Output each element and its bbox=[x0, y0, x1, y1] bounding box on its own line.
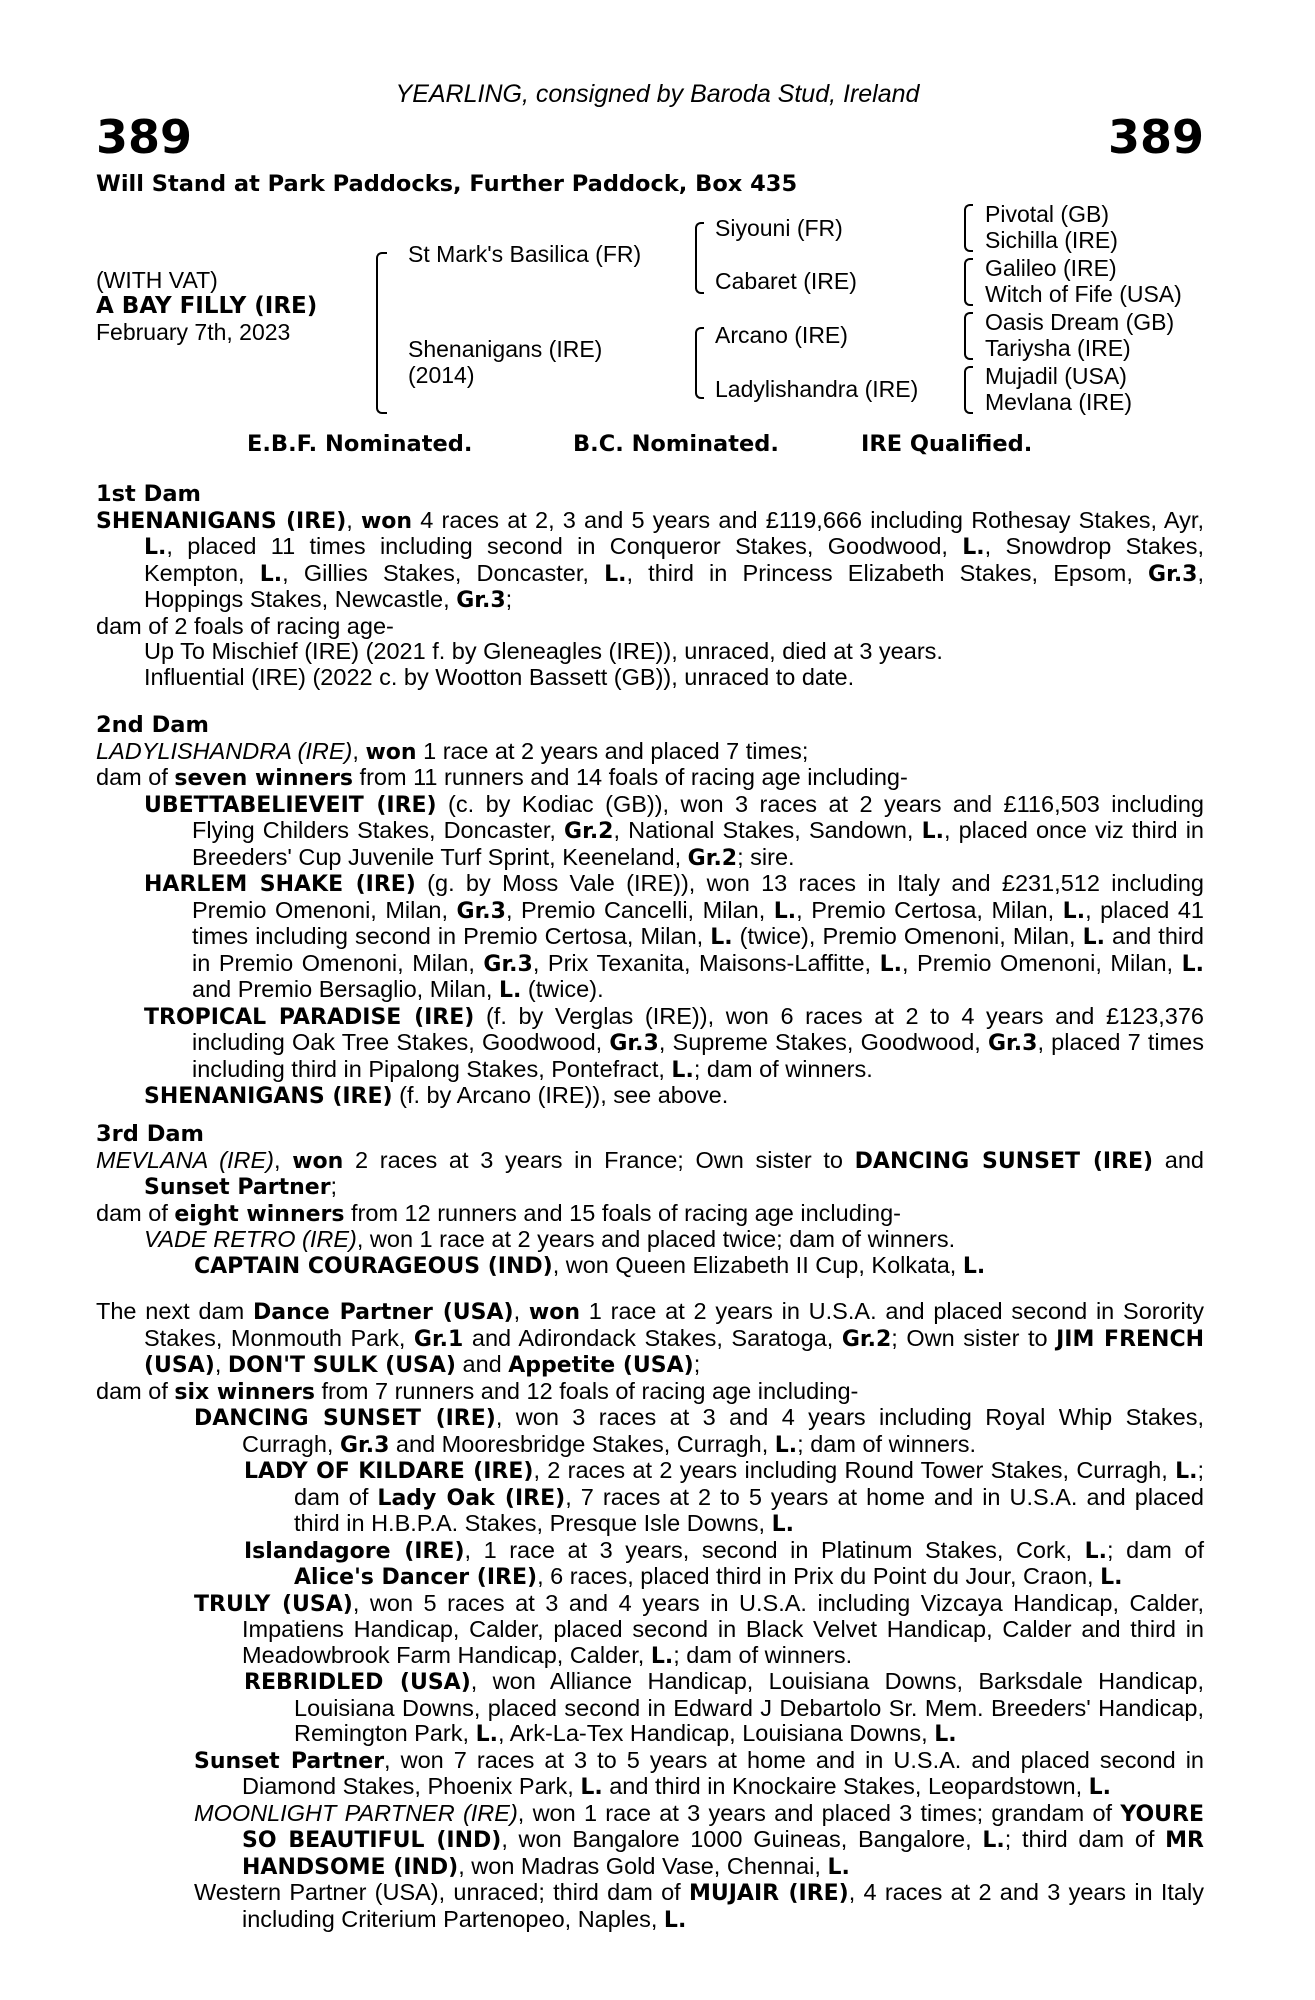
text-run: , won 3 races at 3 and 4 years including Royal Whip Stakes, Curragh, bbox=[242, 1404, 1205, 1457]
text-run: (f. by Verglas (IRE)), won 6 races at 2 to 4 years and £123,376 including Oak Tree Stakes, Goodwood, bbox=[192, 1002, 1204, 1055]
next-dam-section bbox=[96, 1299, 1204, 1933]
bold-text: L. bbox=[982, 1828, 1005, 1853]
bold-text: Sunset Partner bbox=[144, 1175, 331, 1200]
lot-number-left: 389 bbox=[96, 110, 193, 164]
pedigree-brace-1 bbox=[376, 252, 387, 414]
next-dam-progeny-4 bbox=[96, 1591, 1204, 1670]
next-dam-progeny-list bbox=[96, 1405, 1204, 1933]
bold-text: Lady Oak (IRE) bbox=[377, 1485, 566, 1511]
bold-text: L. bbox=[710, 925, 733, 950]
progeny-vade-retro bbox=[96, 1227, 1204, 1253]
ebf-nomination: E.B.F. Nominated. bbox=[247, 431, 473, 457]
text-run: and third in Knockaire Stakes, Leopardstown, bbox=[602, 1773, 1089, 1799]
pedigree-brace-2a bbox=[695, 222, 704, 294]
next-dam-progeny-3 bbox=[96, 1538, 1204, 1591]
italic-text: VADE RETRO (IRE) bbox=[144, 1226, 357, 1252]
first-dam-entry bbox=[96, 508, 1204, 614]
bold-text: DANCING SUNSET (IRE) bbox=[854, 1148, 1154, 1174]
bold-text: L. bbox=[934, 1722, 957, 1747]
bold-text: six winners bbox=[174, 1379, 315, 1405]
bold-text: REBRIDLED (USA) bbox=[244, 1670, 471, 1695]
vat-label: (WITH VAT) bbox=[96, 267, 218, 293]
sire-sire-sire: Pivotal (GB) bbox=[985, 201, 1109, 227]
bold-text: MR HANDSOME (IND) bbox=[242, 1828, 1204, 1880]
text-run: , Premio Cancelli, Milan, bbox=[505, 896, 774, 923]
dam-sire-dam: Tariysha (IRE) bbox=[985, 335, 1131, 361]
text-run: , won Madras Gold Vase, Chennai, bbox=[458, 1852, 828, 1879]
text-run: , Snowdrop Stakes, Kempton, bbox=[144, 533, 1204, 586]
bold-text: L. bbox=[1175, 1459, 1198, 1484]
bold-text: L. bbox=[604, 561, 627, 587]
bold-text: L. bbox=[921, 819, 944, 844]
second-dam-dam-of bbox=[96, 765, 1204, 792]
horse-name: A BAY FILLY (IRE) bbox=[96, 293, 318, 319]
foal-2: Influential (IRE) (2022 c. by Wootton Bassett (GB)), unraced to date. bbox=[144, 663, 855, 690]
bold-text: L. bbox=[580, 1775, 603, 1800]
bold-text: eight winners bbox=[174, 1201, 345, 1227]
bold-text: won bbox=[360, 508, 413, 534]
bold-text: L. bbox=[650, 1643, 674, 1669]
bold-text: L. bbox=[671, 1057, 694, 1083]
bold-text: Gr.3 bbox=[456, 588, 506, 613]
text-run: ; third dam of bbox=[1004, 1826, 1166, 1852]
text-run: (twice). bbox=[521, 976, 604, 1002]
bold-text: YOURE SO BEAUTIFUL (IND) bbox=[242, 1801, 1204, 1853]
bold-text: won bbox=[365, 739, 417, 765]
bold-text: Sunset Partner bbox=[194, 1748, 385, 1774]
text-run: ; dam of winners. bbox=[673, 1641, 853, 1668]
text-run: 1 race at 2 years in U.S.A. and placed second in Sorority Stakes, Monmouth Park, bbox=[144, 1298, 1204, 1351]
bold-text: Gr.2 bbox=[841, 1326, 892, 1352]
text-run: 2 races at 3 years in France; Own sister to bbox=[343, 1146, 855, 1173]
text-run: , won 7 races at 3 to 5 years at home and in U.S.A. and placed second in Diamond Stakes, Phoenix Park, bbox=[242, 1746, 1204, 1799]
text-run: , 7 races at 2 to 5 years at home and in U.S.A. and placed third in H.B.P.A. Stakes, Presque Isle Downs, bbox=[294, 1483, 1204, 1536]
third-dam-dam-of bbox=[96, 1201, 1204, 1228]
bold-text: Gr.3 bbox=[483, 951, 533, 977]
text-run: (c. by Kodiac (GB)), won 3 races at 2 years and £116,503 including Flying Childers Stakes, Doncaster, bbox=[192, 790, 1204, 843]
bold-text: L. bbox=[827, 1854, 850, 1880]
text-run: , won Queen Elizabeth II Cup, Kolkata, bbox=[552, 1251, 963, 1278]
sire: St Mark's Basilica (FR) bbox=[408, 241, 642, 267]
text-run: ; dam of winners. bbox=[693, 1055, 873, 1082]
text-run: , won Alliance Handicap, Louisiana Downs, Barksdale Handicap, Louisiana Downs, placed second in Edward J Debartolo Sr. Mem. Breeders' Handicap, Remington Park, bbox=[294, 1668, 1204, 1746]
sire-dam-sire: Galileo (IRE) bbox=[985, 255, 1117, 281]
text-run: , 4 races at 2 and 3 years in Italy including Criterium Partenopeo, Naples, bbox=[242, 1879, 1204, 1932]
text-run: , bbox=[273, 1146, 293, 1173]
dam-dam-dam: Mevlana (IRE) bbox=[985, 389, 1132, 415]
text-run: and Adirondack Stakes, Saratoga, bbox=[463, 1324, 842, 1351]
text-run: ; dam of bbox=[1107, 1536, 1205, 1563]
progeny-captain-courageous bbox=[96, 1253, 1204, 1280]
bold-text: L. bbox=[259, 561, 283, 587]
text-run: dam of bbox=[96, 1199, 175, 1226]
consignment-line: YEARLING, consigned by Baroda Stud, Ireland bbox=[395, 80, 920, 108]
text-run: ; Own sister to bbox=[891, 1324, 1057, 1351]
pedigree-brace-3b bbox=[964, 258, 973, 306]
next-dam-progeny-8 bbox=[96, 1880, 1204, 1933]
text-run: (g. by Moss Vale (IRE)), won 13 races in Italy and £231,512 including Premio Omenoni, Milan, bbox=[192, 870, 1205, 923]
third-dam-section bbox=[96, 1122, 1204, 1279]
text-run: and bbox=[1153, 1146, 1204, 1173]
dam-dam-sire: Mujadil (USA) bbox=[985, 363, 1127, 389]
next-dam-progeny-6 bbox=[96, 1748, 1204, 1801]
bold-text: L. bbox=[773, 898, 797, 924]
bold-text: L. bbox=[771, 1512, 795, 1537]
bold-text: L. bbox=[144, 535, 167, 560]
text-run: 1 race at 2 years and placed 7 times; bbox=[416, 737, 809, 764]
dam-year: (2014) bbox=[408, 362, 475, 388]
lot-number-right: 389 bbox=[1107, 110, 1204, 164]
bold-text: MUJAIR (IRE) bbox=[688, 1881, 849, 1906]
text-run: (f. by Arcano (IRE)), see above. bbox=[392, 1082, 729, 1108]
third-dam-heading: 3rd Dam bbox=[96, 1121, 204, 1147]
italic-text: MOONLIGHT PARTNER (IRE) bbox=[194, 1799, 518, 1826]
pedigree-brace-3a bbox=[964, 204, 973, 252]
second-dam-heading: 2nd Dam bbox=[96, 712, 209, 738]
text-run: ; dam of bbox=[294, 1457, 1204, 1510]
bold-text: L. bbox=[1100, 1565, 1123, 1590]
italic-text: LADYLISHANDRA (IRE) bbox=[96, 737, 353, 764]
foal-1: Up To Mischief (IRE) (2021 f. by Gleneagles (IRE)), unraced, died at 3 years. bbox=[144, 638, 943, 664]
text-run: , 2 races at 2 years including Round Tower Stakes, Curragh, bbox=[533, 1457, 1176, 1483]
pedigree-brace-3d bbox=[964, 366, 973, 414]
text-run: , bbox=[513, 1298, 529, 1324]
bold-text: Gr.3 bbox=[456, 898, 506, 924]
bold-text: SHENANIGANS (IRE) bbox=[144, 1084, 393, 1109]
text-run: Western Partner (USA), unraced; third dam of bbox=[194, 1879, 689, 1905]
dam-sire: Arcano (IRE) bbox=[715, 322, 848, 348]
text-run: and third in Premio Omenoni, Milan, bbox=[192, 923, 1204, 976]
text-run: dam of bbox=[96, 764, 175, 790]
progeny-tropical-paradise bbox=[96, 1004, 1204, 1084]
text-run: ; dam of winners. bbox=[797, 1430, 977, 1457]
italic-text: MEVLANA (IRE) bbox=[96, 1146, 274, 1173]
progeny-shenanigans bbox=[96, 1083, 1204, 1110]
pedigree-brace-2b bbox=[695, 327, 704, 399]
bold-text: UBETTABELIEVEIT (IRE) bbox=[144, 792, 437, 818]
bold-text: Dance Partner (USA) bbox=[252, 1300, 514, 1325]
text-run: , 6 races, placed third in Prix du Point du Jour, Craon, bbox=[537, 1563, 1101, 1589]
text-run: , Gillies Stakes, Doncaster, bbox=[282, 559, 605, 586]
text-run: , Premio Omenoni, Milan, bbox=[901, 949, 1182, 976]
bold-text: SHENANIGANS (IRE) bbox=[96, 508, 347, 534]
bold-text: L. bbox=[1082, 925, 1105, 950]
bold-text: L. bbox=[663, 1907, 687, 1933]
sire-dam-dam: Witch of Fife (USA) bbox=[985, 281, 1182, 307]
next-dam-progeny-1 bbox=[96, 1405, 1204, 1458]
bc-nomination: B.C. Nominated. bbox=[573, 431, 779, 457]
bold-text: L. bbox=[774, 1432, 798, 1458]
pedigree-brace-3c bbox=[964, 312, 973, 360]
bold-text: Gr.1 bbox=[413, 1326, 464, 1352]
bold-text: won bbox=[292, 1148, 344, 1174]
bold-text: Gr.3 bbox=[1148, 561, 1198, 587]
text-run: dam of bbox=[96, 1377, 175, 1404]
second-dam-section bbox=[96, 713, 1204, 1110]
horse-dob: February 7th, 2023 bbox=[96, 319, 291, 345]
text-run: from 11 runners and 14 foals of racing age including- bbox=[353, 764, 908, 790]
bold-text: L. bbox=[1088, 1775, 1112, 1800]
bold-text: L. bbox=[879, 951, 902, 977]
stand-location: Will Stand at Park Paddocks, Further Paddock, Box 435 bbox=[96, 171, 798, 197]
text-run: 4 races at 2, 3 and 5 years and £119,666 including Rothesay Stakes, Ayr, bbox=[412, 506, 1204, 533]
bold-text: TROPICAL PARADISE (IRE) bbox=[144, 1004, 475, 1030]
dam: Shenanigans (IRE) bbox=[408, 336, 603, 362]
bold-text: L. bbox=[1084, 1538, 1108, 1564]
sire-dam: Cabaret (IRE) bbox=[715, 268, 857, 294]
text-run: , placed 41 times including second in Premio Certosa, Milan, bbox=[192, 896, 1204, 949]
bold-text: Islandagore (IRE) bbox=[244, 1538, 465, 1564]
next-dam-progeny-7 bbox=[96, 1801, 1204, 1881]
text-run: , Hoppings Stakes, Newcastle, bbox=[144, 559, 1205, 612]
text-run: (twice), Premio Omenoni, Milan, bbox=[732, 923, 1083, 949]
sire-sire-dam: Sichilla (IRE) bbox=[985, 227, 1118, 253]
progeny-harlem-shake bbox=[96, 871, 1204, 1004]
text-run: ; bbox=[330, 1173, 338, 1199]
text-run: and Premio Bersaglio, Milan, bbox=[192, 976, 499, 1002]
text-run: , won 1 race at 2 years and placed twice; dam of winners. bbox=[356, 1226, 956, 1252]
bold-text: LADY OF KILDARE (IRE) bbox=[244, 1459, 534, 1484]
text-run: , placed once viz third in Breeders' Cup Juvenile Turf Sprint, Keeneland, bbox=[192, 817, 1204, 870]
bold-text: Appetite (USA) bbox=[508, 1353, 694, 1378]
text-run: , third in Princess Elizabeth Stakes, Epsom, bbox=[626, 559, 1149, 586]
sire-sire: Siyouni (FR) bbox=[715, 215, 843, 241]
bold-text: Gr.2 bbox=[564, 819, 614, 844]
text-run: , Ark-La-Tex Handicap, Louisiana Downs, bbox=[497, 1720, 935, 1746]
bold-text: Gr.3 bbox=[988, 1031, 1038, 1056]
bold-text: Gr.3 bbox=[339, 1432, 390, 1458]
bold-text: L. bbox=[962, 1253, 986, 1279]
third-dam-entry bbox=[96, 1148, 1204, 1201]
text-run: , won Bangalore 1000 Guineas, Bangalore, bbox=[501, 1826, 983, 1852]
progeny-ubettabelieveit bbox=[96, 792, 1204, 872]
text-run: , Supreme Stakes, Goodwood, bbox=[658, 1029, 988, 1055]
bold-text: seven winners bbox=[174, 766, 354, 791]
next-dam-progeny-5 bbox=[96, 1669, 1204, 1748]
text-run: , placed 11 times including second in Conqueror Stakes, Goodwood, bbox=[166, 533, 963, 559]
text-run: , 1 race at 3 years, second in Platinum Stakes, Cork, bbox=[464, 1536, 1085, 1563]
bold-text: TRULY (USA) bbox=[194, 1591, 353, 1617]
bold-text: L. bbox=[962, 535, 985, 560]
text-run: , bbox=[352, 737, 366, 764]
text-run: , Premio Certosa, Milan, bbox=[796, 896, 1063, 923]
text-run: ; bbox=[505, 586, 513, 612]
bold-text: won bbox=[528, 1300, 580, 1325]
bold-text: L. bbox=[498, 978, 522, 1003]
text-run: , National Stakes, Sandown, bbox=[613, 817, 922, 843]
text-run: from 12 runners and 15 foals of racing age including- bbox=[344, 1199, 901, 1226]
next-dam-entry bbox=[96, 1299, 1204, 1379]
text-run: , won 5 races at 3 and 4 years in U.S.A. including Vizcaya Handicap, Calder, Impatiens Handicap, Calder, placed second in Black Velvet Handicap, Calder and third in Meadowbrook Farm Handicap, Calder, bbox=[242, 1589, 1204, 1668]
text-run: The next dam bbox=[96, 1298, 253, 1324]
text-run: , bbox=[346, 506, 361, 533]
bold-text: Gr.3 bbox=[609, 1031, 659, 1056]
bold-text: Gr.2 bbox=[687, 845, 738, 871]
text-run: from 7 runners and 12 foals of racing age including- bbox=[314, 1377, 859, 1404]
bold-text: JIM FRENCH (USA) bbox=[144, 1326, 1205, 1378]
bold-text: L. bbox=[475, 1722, 498, 1747]
bold-text: L. bbox=[1062, 898, 1086, 924]
bold-text: CAPTAIN COURAGEOUS (IND) bbox=[194, 1253, 553, 1279]
dam-dam: Ladylishandra (IRE) bbox=[715, 376, 919, 402]
first-dam-dam-of: dam of 2 foals of racing age- bbox=[96, 612, 394, 639]
text-run: ; sire. bbox=[737, 843, 795, 870]
ire-qualified: IRE Qualified. bbox=[861, 431, 1033, 457]
text-run: and bbox=[455, 1351, 509, 1377]
bold-text: Alice's Dancer (IRE) bbox=[294, 1565, 538, 1590]
first-dam-heading: 1st Dam bbox=[96, 481, 201, 507]
text-run: and Mooresbridge Stakes, Curragh, bbox=[389, 1430, 775, 1457]
next-dam-dam-of bbox=[96, 1379, 1204, 1406]
bold-text: DANCING SUNSET (IRE) bbox=[194, 1406, 496, 1431]
bold-text: DON'T SULK (USA) bbox=[227, 1353, 456, 1378]
text-run: , Prix Texanita, Maisons-Laffitte, bbox=[532, 949, 880, 976]
bold-text: HARLEM SHAKE (IRE) bbox=[144, 872, 416, 897]
text-run: , bbox=[214, 1351, 228, 1377]
text-run: ; bbox=[693, 1351, 701, 1377]
bold-text: L. bbox=[1181, 951, 1204, 977]
dam-sire-sire: Oasis Dream (GB) bbox=[985, 309, 1175, 335]
next-dam-progeny-2 bbox=[96, 1458, 1204, 1538]
first-dam-section bbox=[96, 482, 1204, 690]
text-run: , won 1 race at 3 years and placed 3 times; grandam of bbox=[517, 1799, 1121, 1826]
second-dam-entry bbox=[96, 739, 1204, 766]
text-run: , placed 7 times including third in Pipalong Stakes, Pontefract, bbox=[192, 1029, 1204, 1082]
